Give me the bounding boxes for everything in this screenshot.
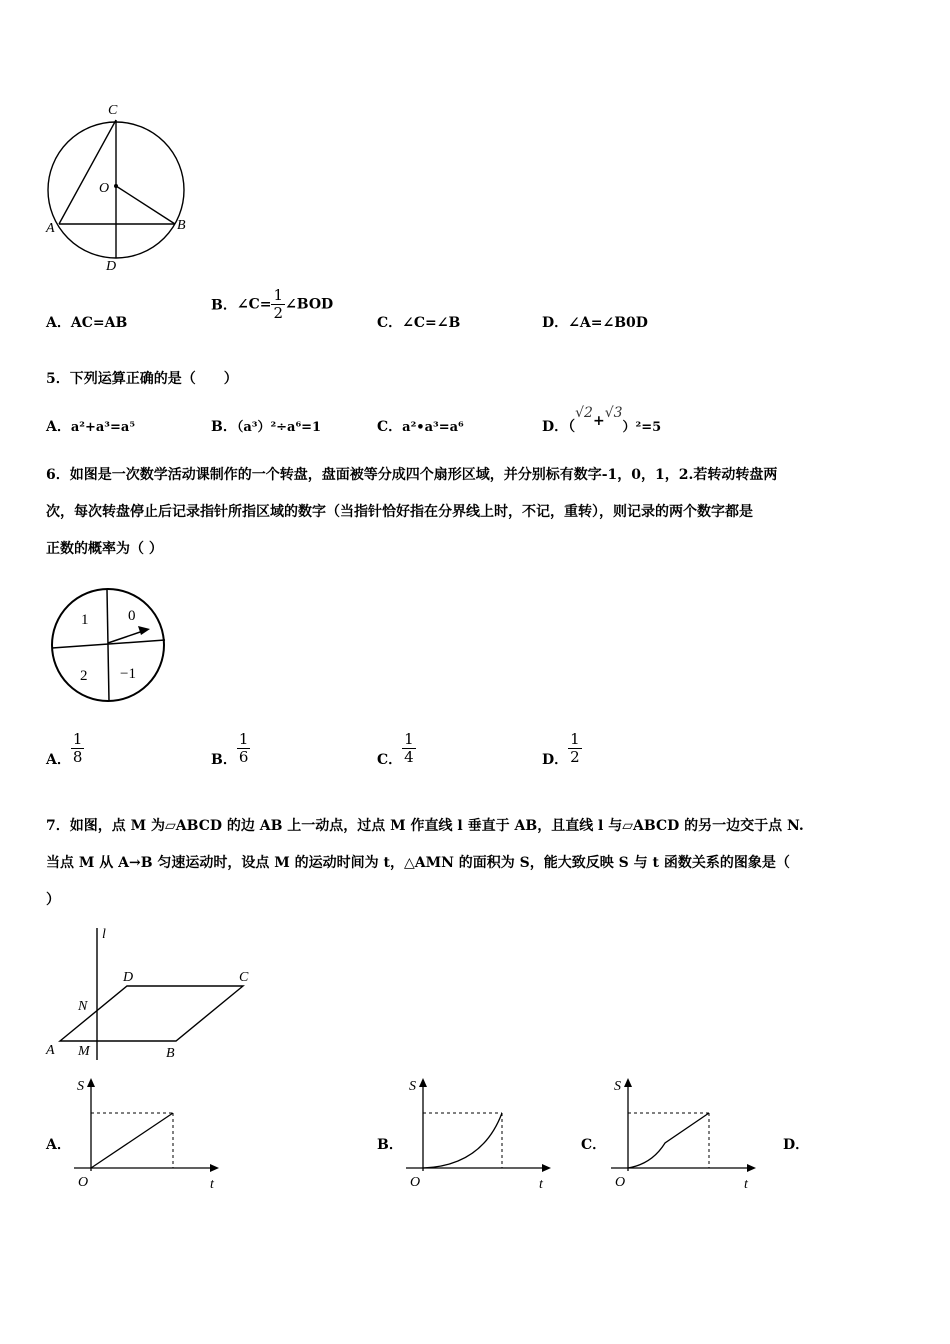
q6-option-b[interactable] [211, 731, 250, 766]
q7-option-a-letter: A． [46, 1137, 71, 1153]
q4-option-a[interactable] [46, 312, 127, 332]
q6-option-d-num: 1 [570, 730, 580, 748]
q7-graph-c-label-t: t [744, 1177, 748, 1192]
q5-option-d-letter: D． [542, 419, 569, 435]
q6-option-c-letter: C． [377, 751, 403, 768]
q5-option-d-root2: √2 [575, 405, 593, 421]
q6-spinner-label-2: 2 [80, 668, 88, 684]
q4-label-d: D [106, 259, 117, 274]
q7-graph-c-curve [628, 1113, 709, 1168]
q6-option-b-letter: B． [211, 751, 237, 768]
q6-stem-line3: 正数的概率为（ ） [46, 541, 163, 557]
q6-option-b-den: 6 [238, 748, 249, 766]
q6-option-d-fraction [568, 731, 582, 766]
q7-label-d: D [123, 970, 134, 985]
q5-stem: 5．下列运算正确的是（ ） [46, 371, 238, 387]
q6-spinner-vertical [107, 590, 109, 701]
q6-option-c-num: 1 [404, 730, 414, 748]
q7-option-b-letter: B． [377, 1137, 403, 1153]
q4-option-d-letter: D． [542, 315, 569, 331]
q6-option-d-den: 2 [570, 748, 580, 766]
q4-center-dot [114, 184, 118, 188]
q6-option-a-fraction [71, 731, 85, 766]
q4-option-b-fraction [271, 287, 285, 322]
q7-option-c-letter: C． [581, 1137, 607, 1153]
q7-graph-c-label-s: S [614, 1079, 621, 1094]
q5-option-d-post: ）²=5 [622, 420, 662, 435]
q4-label-b: B [177, 218, 186, 233]
q7-label-a: A [46, 1043, 55, 1058]
q6-option-d[interactable] [542, 731, 582, 766]
q6-option-b-fraction [237, 731, 251, 766]
q4-label-o: O [99, 181, 110, 196]
q7-option-b[interactable] [377, 1134, 403, 1154]
q7-label-c: C [239, 970, 249, 985]
q6-option-c-fraction [402, 731, 416, 766]
q7-graph-c-y-arrow [624, 1078, 632, 1087]
q6-option-a[interactable] [46, 731, 84, 766]
q5-option-b-letter: B． [211, 419, 237, 435]
q5-option-c-letter: C． [377, 419, 403, 435]
q4-option-c-letter: C． [377, 315, 403, 331]
q4-option-b-frac-den: 2 [273, 304, 283, 322]
q7-graph-b-label-o: O [410, 1175, 421, 1190]
q6-option-c[interactable] [377, 731, 416, 766]
q7-graph-c[interactable] [607, 1076, 767, 1192]
q4-label-c: C [108, 103, 118, 118]
q4-chord-ac [59, 120, 116, 224]
q7-graph-b-curve [423, 1113, 502, 1168]
q7-stem-line2: 当点 M 从 A→B 匀速运动时，设点 M 的运动时间为 t，△AMN 的面积为 S，能大致反映 S 与 t 函数关系的图象是（ [46, 855, 790, 871]
q6-option-b-num: 1 [238, 730, 249, 748]
q4-option-b-post: ∠BOD [285, 296, 334, 313]
q6-option-a-num: 1 [72, 730, 83, 748]
q7-option-d-letter: D． [783, 1137, 810, 1153]
q4-option-d[interactable] [542, 312, 648, 332]
q7-parallelogram [60, 986, 243, 1041]
q5-option-a[interactable] [46, 416, 135, 436]
q4-option-a-text: AC=AB [70, 315, 128, 331]
q7-option-d[interactable] [783, 1134, 809, 1154]
q6-spinner-label-0: 0 [128, 608, 136, 624]
q5-option-c-text: a²•a³=a⁶ [402, 420, 464, 435]
q7-stem-line3: ） [46, 892, 60, 908]
q7-graph-a-label-t: t [210, 1177, 214, 1192]
q4-option-a-letter: A． [46, 315, 71, 331]
q7-option-c[interactable] [581, 1134, 606, 1154]
q5-option-d[interactable] [542, 402, 662, 435]
q7-parallelogram-figure [40, 920, 260, 1062]
q6-spinner-figure [48, 588, 172, 708]
q7-label-n: N [78, 999, 88, 1014]
q4-circle-figure [40, 98, 200, 278]
q6-spinner-label-neg1: −1 [120, 666, 136, 682]
q4-option-b-frac-num: 1 [273, 286, 283, 304]
q7-graph-a-label-s: S [77, 1079, 84, 1094]
q4-option-b-letter: B． [211, 297, 237, 314]
q7-graph-c-x-arrow [747, 1164, 756, 1172]
q4-option-c-text: ∠C=∠B [402, 315, 461, 331]
q5-option-b-text: （a³）²÷a⁶=1 [236, 420, 322, 435]
q5-option-c[interactable] [377, 416, 464, 436]
q4-option-b-pre: ∠C= [236, 296, 272, 313]
q5-option-a-text: a²+a³=a⁵ [70, 420, 136, 435]
q4-option-b[interactable] [211, 287, 333, 322]
q7-graph-b-label-s: S [409, 1079, 416, 1094]
q7-graph-a[interactable] [70, 1076, 230, 1192]
q4-option-c[interactable] [377, 312, 460, 332]
q6-spinner-pointer-head [138, 626, 150, 635]
q6-spinner-label-1: 1 [81, 612, 89, 628]
q7-label-b: B [166, 1046, 175, 1061]
q6-option-a-den: 8 [72, 748, 83, 766]
q6-option-a-letter: A． [46, 751, 71, 768]
q7-graph-b-x-arrow [542, 1164, 551, 1172]
q5-option-b[interactable] [211, 416, 321, 436]
q6-stem-line1: 6．如图是一次数学活动课制作的一个转盘，盘面被等分成四个扇形区域，并分别标有数字-1，0，1，2.若转动转盘两 [46, 467, 778, 483]
q4-option-d-text: ∠A=∠B0D [568, 315, 648, 331]
q5-option-d-root3: √3 [604, 405, 623, 421]
q7-label-l: l [102, 927, 106, 942]
q7-option-a[interactable] [46, 1134, 71, 1154]
q6-option-c-den: 4 [404, 748, 414, 766]
q7-graph-a-y-arrow [87, 1078, 95, 1087]
q6-option-d-letter: D． [542, 751, 569, 768]
q7-graph-a-label-o: O [78, 1175, 89, 1190]
q7-graph-a-curve [91, 1113, 173, 1168]
q5-option-d-pre: （ [568, 419, 576, 435]
q4-label-a: A [46, 221, 55, 236]
q4-radius-ob [116, 186, 175, 224]
q5-option-a-letter: A． [46, 419, 71, 435]
q7-graph-b-label-t: t [539, 1177, 543, 1192]
q6-stem-line2: 次，每次转盘停止后记录指针所指区域的数字（当指针恰好指在分界线上时，不记，重转），则记录的两个数字都是 [46, 504, 753, 520]
q7-graph-b-y-arrow [419, 1078, 427, 1087]
q7-label-m: M [78, 1044, 90, 1059]
q7-stem-line1: 7．如图，点 M 为▱ABCD 的边 AB 上一动点，过点 M 作直线 l 垂直于 AB，且直线 l 与▱ABCD 的另一边交于点 N. [46, 818, 804, 834]
q7-graph-b[interactable] [402, 1076, 562, 1192]
q7-graph-c-label-o: O [615, 1175, 626, 1190]
q5-option-d-plus: + [592, 413, 605, 429]
q7-graph-a-x-arrow [210, 1164, 219, 1172]
